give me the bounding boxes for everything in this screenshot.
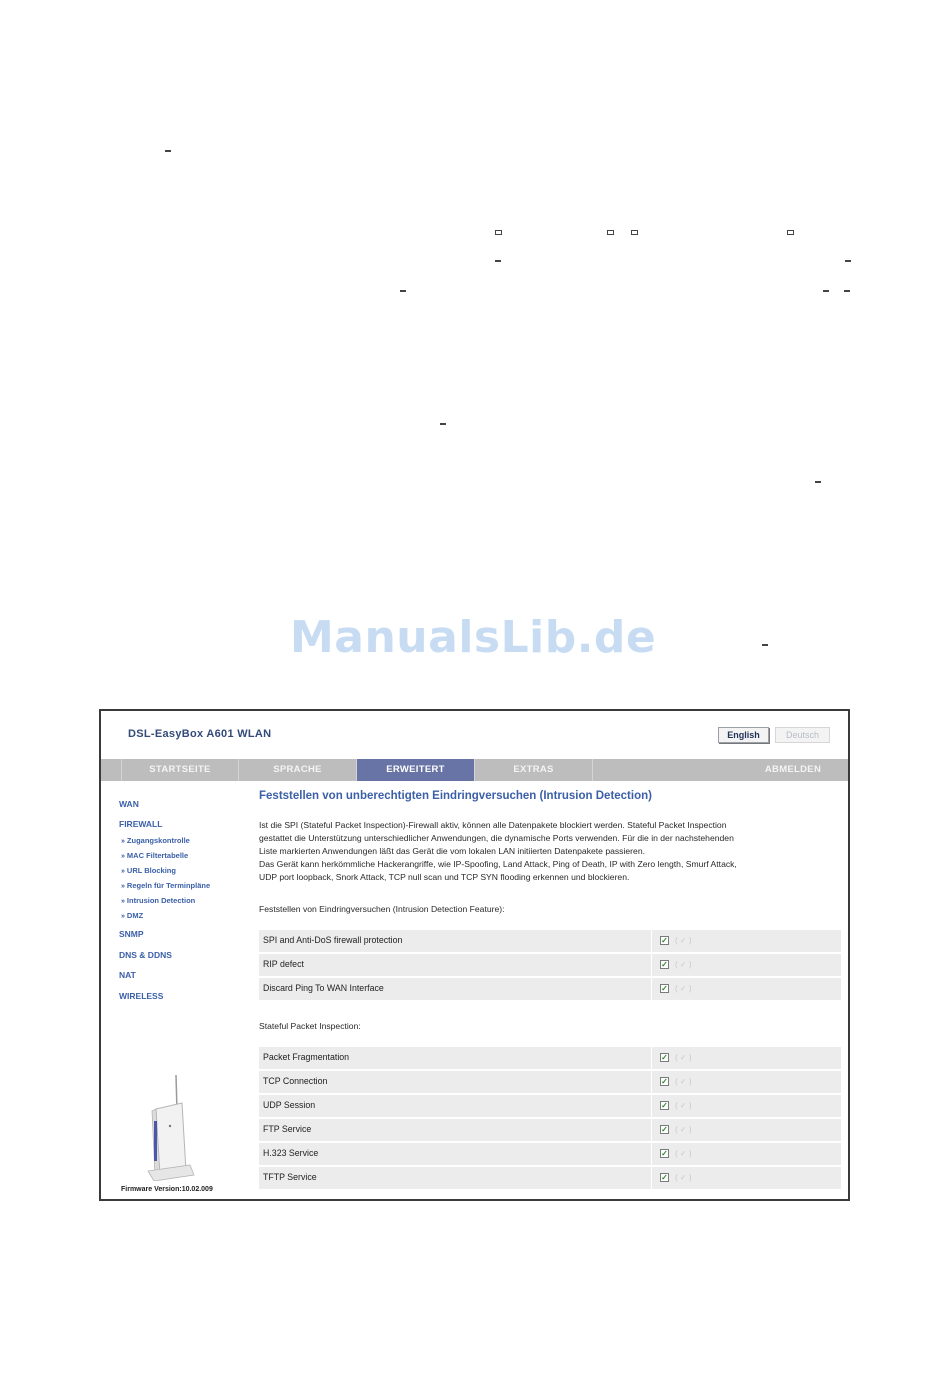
- page-mark: [165, 150, 171, 152]
- tab-startseite[interactable]: STARTSEITE: [121, 759, 239, 781]
- sidebar-subitem-label: MAC Filtertabelle: [126, 851, 189, 860]
- sidebar-item-wan[interactable]: WAN: [119, 799, 139, 809]
- feature-row: [259, 954, 841, 978]
- default-hint: ( ✓ ): [675, 1173, 692, 1182]
- feature-label: H.323 Service: [263, 1148, 319, 1158]
- page-title: Feststellen von unberechtigten Eindringversuchen (Intrusion Detection): [259, 790, 652, 802]
- feature-checkbox[interactable]: ✓: [661, 1149, 668, 1158]
- feature-row: [259, 1143, 841, 1167]
- page-mark: [844, 290, 850, 292]
- page-mark: [845, 260, 851, 262]
- sidebar-subitem-label: DMZ: [126, 911, 144, 920]
- row-divider: [651, 1071, 652, 1093]
- description-line: Ist die SPI (Stateful Packet Inspection)-Firewall aktiv, können alle Datenpakete blockiert werden. Stateful Packet Inspection: [259, 820, 727, 830]
- feature-label: TFTP Service: [263, 1172, 317, 1182]
- brand-title: DSL-EasyBox A601 WLAN: [128, 728, 272, 740]
- feature-row: [259, 1119, 841, 1143]
- sidebar-subitem-intrusion-detection[interactable]: [121, 896, 195, 905]
- sidebar-item-snmp[interactable]: SNMP: [119, 929, 144, 939]
- row-divider: [651, 1119, 652, 1141]
- description-line: Liste markierten Anwendungen läßt das Gerät die vom lokalen LAN initiierten Datenpakete passieren.: [259, 846, 645, 856]
- sidebar-item-firewall[interactable]: FIREWALL: [119, 819, 163, 829]
- sidebar-subitem-label: URL Blocking: [126, 866, 176, 875]
- row-divider: [651, 978, 652, 1000]
- row-divider: [651, 1167, 652, 1189]
- page-mark: [400, 290, 406, 292]
- nav-spacer: [593, 759, 738, 781]
- feature-checkbox[interactable]: ✓: [661, 1101, 668, 1110]
- sidebar-subitem-zugangskontrolle[interactable]: [121, 836, 190, 845]
- english-button[interactable]: English: [718, 727, 769, 743]
- arrow-icon: »: [121, 898, 125, 905]
- tab-abmelden[interactable]: ABMELDEN: [764, 764, 822, 775]
- default-hint: ( ✓ ): [675, 1149, 692, 1158]
- default-hint: ( ✓ ): [675, 984, 692, 993]
- feature-row: [259, 1167, 841, 1191]
- feature-row: [259, 1095, 841, 1119]
- section-label-spi: Stateful Packet Inspection:: [259, 1021, 361, 1031]
- router-image: [146, 1071, 196, 1181]
- main-nav: [101, 759, 848, 781]
- page-mark: [607, 230, 614, 235]
- feature-row: [259, 978, 841, 1002]
- tab-sprache[interactable]: SPRACHE: [239, 759, 357, 781]
- feature-label: TCP Connection: [263, 1076, 328, 1086]
- sidebar-subitem-label: Intrusion Detection: [126, 896, 196, 905]
- row-divider: [651, 1047, 652, 1069]
- feature-checkbox[interactable]: ✓: [661, 1077, 668, 1086]
- feature-checkbox[interactable]: ✓: [661, 960, 668, 969]
- page-mark: [495, 260, 501, 262]
- arrow-icon: »: [121, 883, 125, 890]
- watermark: ManualsLib.de: [290, 612, 657, 663]
- default-hint: ( ✓ ): [675, 1125, 692, 1134]
- feature-row: [259, 1071, 841, 1095]
- sidebar-item-nat[interactable]: NAT: [119, 970, 136, 980]
- feature-label: Discard Ping To WAN Interface: [263, 983, 384, 993]
- sidebar-subitem-url-blocking[interactable]: [121, 866, 176, 875]
- description-line: gestattet die Unterstützung unterschiedlicher Anwendungen, die dynamische Ports verwenden. Für die in der nachstehenden: [259, 833, 734, 843]
- router-ui-screenshot: [99, 709, 850, 1201]
- header: [101, 711, 848, 759]
- nav-padding: [101, 759, 121, 781]
- sidebar-subitem-schedules[interactable]: [121, 881, 210, 890]
- description: [259, 819, 839, 884]
- feature-checkbox[interactable]: ✓: [661, 984, 668, 993]
- feature-row: [259, 1047, 841, 1071]
- sidebar-item-wireless[interactable]: WIRELESS: [119, 991, 164, 1001]
- row-divider: [651, 1095, 652, 1117]
- section-label-intrusion: Feststellen von Eindringversuchen (Intrusion Detection Feature):: [259, 904, 505, 914]
- default-hint: ( ✓ ): [675, 1053, 692, 1062]
- feature-label: Packet Fragmentation: [263, 1052, 350, 1062]
- firmware-version: Firmware Version:10.02.009: [121, 1186, 213, 1193]
- feature-checkbox[interactable]: ✓: [661, 936, 668, 945]
- feature-label: RIP defect: [263, 959, 304, 969]
- arrow-icon: »: [121, 913, 125, 920]
- feature-checkbox[interactable]: ✓: [661, 1053, 668, 1062]
- page-mark: [762, 644, 768, 646]
- sidebar-item-dns[interactable]: DNS & DDNS: [119, 950, 172, 960]
- sidebar-subitem-mac-filter[interactable]: [121, 851, 188, 860]
- feature-label: SPI and Anti-DoS firewall protection: [263, 935, 403, 945]
- main-content: [259, 781, 843, 1201]
- feature-label: FTP Service: [263, 1124, 312, 1134]
- arrow-icon: »: [121, 838, 125, 845]
- tab-erweitert[interactable]: ERWEITERT: [357, 759, 475, 781]
- row-divider: [651, 1143, 652, 1165]
- feature-checkbox[interactable]: ✓: [661, 1125, 668, 1134]
- default-hint: ( ✓ ): [675, 936, 692, 945]
- feature-row: [259, 930, 841, 954]
- feature-label: UDP Session: [263, 1100, 316, 1110]
- feature-checkbox[interactable]: ✓: [661, 1173, 668, 1182]
- default-hint: ( ✓ ): [675, 1101, 692, 1110]
- default-hint: ( ✓ ): [675, 960, 692, 969]
- row-divider: [651, 954, 652, 976]
- sidebar: [101, 781, 251, 1201]
- sidebar-subitem-dmz[interactable]: [121, 911, 143, 920]
- description-line: UDP port loopback, Snork Attack, TCP null scan und TCP SYN flooding erkennen und blockieren.: [259, 872, 630, 882]
- row-divider: [651, 930, 652, 952]
- page-mark: [440, 423, 446, 425]
- sidebar-subitem-label: Regeln für Terminpläne: [126, 881, 211, 890]
- arrow-icon: »: [121, 853, 125, 860]
- page-mark: [787, 230, 794, 235]
- page-mark: [495, 230, 502, 235]
- description-line: Das Gerät kann herkömmliche Hackerangriffe, wie IP-Spoofing, Land Attack, Ping of Death, IP with Zero length, Smurf Attack,: [259, 859, 737, 869]
- sidebar-subitem-label: Zugangskontrolle: [126, 836, 190, 845]
- default-hint: ( ✓ ): [675, 1077, 692, 1086]
- deutsch-button[interactable]: Deutsch: [775, 727, 830, 743]
- page-mark: [815, 481, 821, 483]
- page-mark: [631, 230, 638, 235]
- page-mark: [823, 290, 829, 292]
- arrow-icon: »: [121, 868, 125, 875]
- tab-extras[interactable]: EXTRAS: [475, 759, 593, 781]
